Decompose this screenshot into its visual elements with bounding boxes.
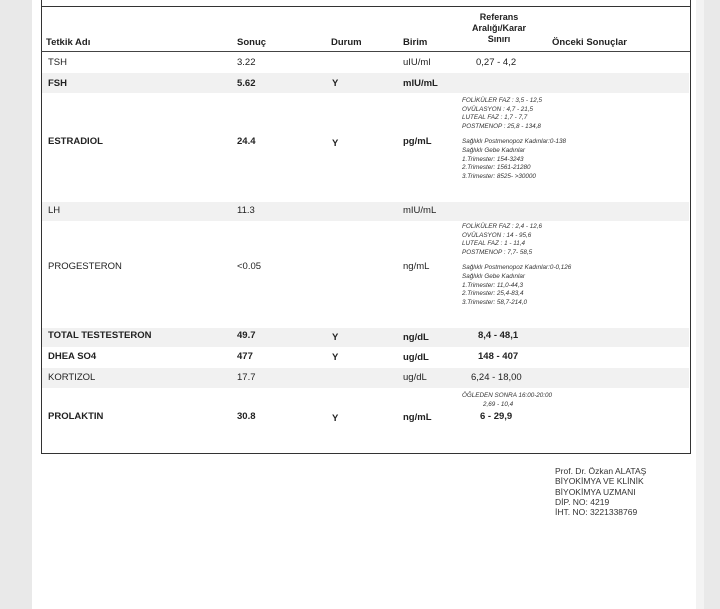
reference-note: POSTMENOP : 7,7- 58,5 <box>462 248 533 256</box>
reference-notes <box>462 392 552 409</box>
header-unit: Birim <box>403 37 428 48</box>
test-unit: pg/mL <box>403 136 432 147</box>
test-unit: mIU/mL <box>403 205 437 216</box>
header-previous-results: Önceki Sonuçlar <box>552 37 627 48</box>
test-unit: uIU/ml <box>403 57 431 68</box>
reference-note: 1.Trimester: 11,0-44,3 <box>462 281 524 289</box>
table-row <box>42 202 689 221</box>
header-reference-line: Aralığı/Karar <box>471 23 527 33</box>
reference-note: POSTMENOP : 25,8 - 134,8 <box>462 122 541 130</box>
test-result: 5.62 <box>237 78 256 89</box>
reference-note-spacer <box>462 257 571 264</box>
reference-note: Sağlıklı Postmenopoz Kadınlar:0-0,126 <box>462 264 572 272</box>
reference-note: 3.Trimester: 8525- >30000 <box>462 172 536 180</box>
test-status: Y <box>332 78 339 89</box>
signature-line: DİP. NO: 4219 <box>555 496 610 507</box>
test-name: PROGESTERON <box>48 261 122 272</box>
table-row <box>42 52 689 72</box>
test-result: <0.05 <box>237 261 262 272</box>
test-reference: 6 - 29,9 <box>480 411 513 422</box>
reference-note: 2,69 - 10,4 <box>483 400 514 408</box>
test-name: LH <box>48 205 61 216</box>
test-result: 49.7 <box>237 330 256 341</box>
reference-note: LUTEAL FAZ : 1 - 11,4 <box>462 240 525 248</box>
page-edge <box>696 0 704 609</box>
test-result: 11.3 <box>237 205 255 216</box>
header-reference-line: Sınırı <box>487 34 511 44</box>
test-reference: 8,4 - 48,1 <box>478 330 519 341</box>
reference-note: Sağlıklı Gebe Kadınlar <box>462 272 526 280</box>
reference-note: LUTEAL FAZ : 1,7 - 7,7 <box>462 114 528 122</box>
signature-line: Prof. Dr. Özkan ALATAŞ <box>555 466 647 476</box>
test-unit: ug/dL <box>403 372 427 383</box>
signature-line: BİYOKİMYA UZMANI <box>555 486 636 497</box>
test-name: DHEA SO4 <box>48 351 97 362</box>
table-row <box>42 94 689 202</box>
doctor-signature-block <box>555 466 646 517</box>
table-top-border <box>41 6 690 7</box>
reference-note: FOLİKÜLER FAZ : 3,5 - 12,5 <box>462 97 543 104</box>
test-result: 24.4 <box>237 136 256 147</box>
reference-note: 1.Trimester: 154-3243 <box>462 155 524 163</box>
reference-note: OVÜLASYON : 4,7 - 21,5 <box>462 105 534 113</box>
test-result: 477 <box>237 351 253 362</box>
table-row <box>42 73 689 93</box>
header-reference-line: Referans <box>479 12 519 22</box>
test-status: Y <box>332 413 339 424</box>
test-unit: ng/mL <box>403 412 432 423</box>
test-status: Y <box>332 138 339 149</box>
table-row <box>42 389 689 429</box>
reference-note: Sağlıklı Postmenopoz Kadınlar:0-138 <box>462 138 566 146</box>
reference-notes <box>462 97 566 181</box>
signature-line: İHT. NO: 3221338769 <box>555 507 638 518</box>
reference-notes <box>462 223 571 307</box>
test-name: FSH <box>48 78 67 89</box>
test-name: PROLAKTIN <box>48 411 104 422</box>
test-status: Y <box>332 352 339 363</box>
table-row <box>42 347 689 368</box>
reference-note: 2.Trimester: 25,4-83,4 <box>462 290 524 298</box>
header-test-name: Tetkik Adı <box>46 37 91 48</box>
test-name: ESTRADIOL <box>48 136 103 147</box>
test-name: KORTIZOL <box>48 372 96 383</box>
test-status: Y <box>332 332 339 343</box>
reference-note: OVÜLASYON : 14 - 95,6 <box>462 231 532 239</box>
test-reference: 148 - 407 <box>478 351 519 362</box>
test-unit: ng/dL <box>403 332 429 343</box>
test-reference: 0,27 - 4,2 <box>476 57 517 68</box>
reference-note: FOLİKÜLER FAZ : 2,4 - 12,6 <box>462 223 543 230</box>
reference-note: Sağlıklı Gebe Kadınlar <box>462 146 526 154</box>
table-row <box>42 368 689 388</box>
table-row <box>42 221 689 328</box>
test-unit: ug/dL <box>403 352 429 363</box>
test-unit: ng/mL <box>403 261 430 272</box>
reference-note: 3.Trimester: 58,7-214,0 <box>462 298 527 306</box>
signature-line: BİYOKİMYA VE KLİNİK <box>555 476 644 487</box>
header-reference <box>458 12 540 45</box>
header-status: Durum <box>331 37 362 48</box>
test-name: TSH <box>48 57 67 68</box>
reference-note: ÖĞLEDEN SONRA 16:00-20:00 <box>462 392 553 399</box>
test-reference: 6,24 - 18,00 <box>471 372 522 383</box>
header-result: Sonuç <box>237 37 267 48</box>
test-result: 30.8 <box>237 411 256 422</box>
test-result: 17.7 <box>237 372 256 383</box>
test-result: 3.22 <box>237 57 256 68</box>
reference-note-spacer <box>462 131 566 138</box>
test-unit: mIU/mL <box>403 78 438 89</box>
test-name: TOTAL TESTESTERON <box>48 330 152 341</box>
reference-note: 2.Trimester: 1561-21280 <box>462 164 531 172</box>
table-row <box>42 328 689 347</box>
